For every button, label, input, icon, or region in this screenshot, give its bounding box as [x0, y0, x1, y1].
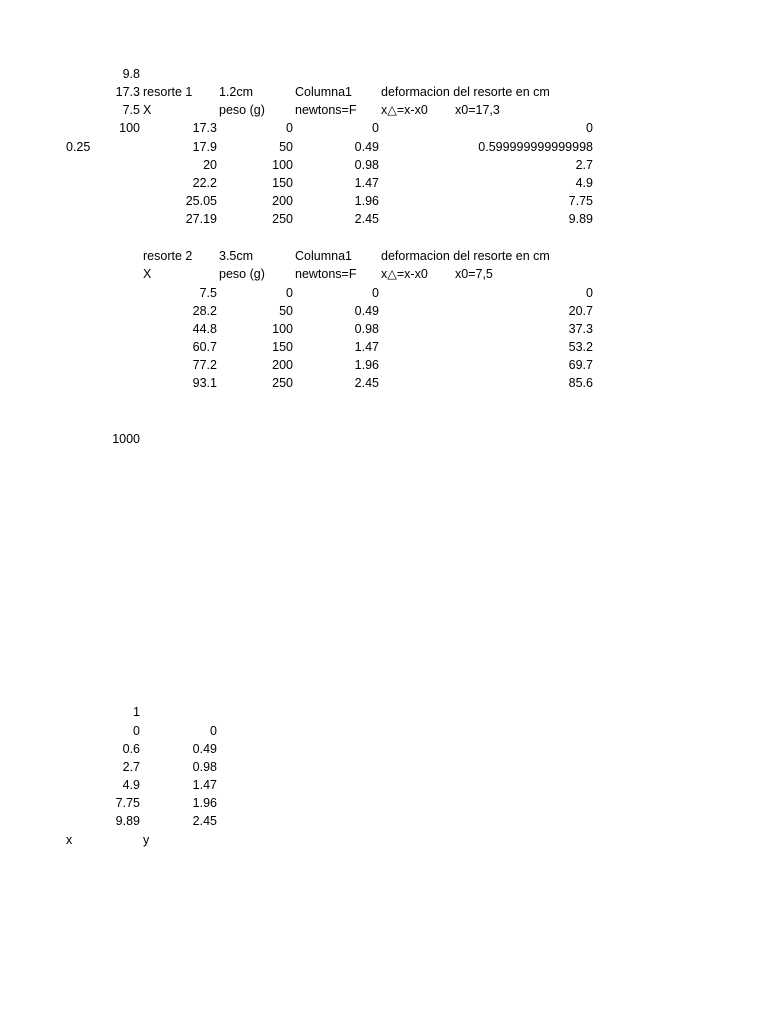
table-cell: 44.8	[192, 322, 217, 336]
cell-constant-gravity: 9.8	[122, 67, 140, 81]
cell-title: resorte 2	[143, 249, 193, 263]
table-cell: 0.49	[354, 140, 379, 154]
cell-constant: 1	[133, 705, 140, 719]
table-cell-y: 0	[210, 724, 217, 738]
cell-title: deformacion del resorte en cm	[381, 249, 550, 263]
table-cell: 28.2	[192, 304, 217, 318]
table-cell: 37.3	[568, 322, 593, 336]
cell-corner-value: 100	[119, 121, 140, 135]
table-cell: 1.96	[354, 358, 379, 372]
table-cell: 0	[586, 286, 593, 300]
table-cell-x: 7.75	[115, 796, 140, 810]
table-cell: 77.2	[192, 358, 217, 372]
table-cell: 7.75	[568, 194, 593, 208]
table-cell: 0	[586, 121, 593, 135]
table-cell: 1.47	[354, 176, 379, 190]
table-cell: 1.96	[354, 194, 379, 208]
table-cell-y: 1.47	[192, 778, 217, 792]
table-cell: 200	[272, 358, 293, 372]
column-header: X	[143, 103, 152, 117]
table-cell: 0.49	[354, 304, 379, 318]
column-header: x0=7,5	[455, 267, 493, 281]
table-cell-y: 0.98	[192, 760, 217, 774]
table-cell: 53.2	[568, 340, 593, 354]
table-cell: 27.19	[185, 212, 217, 226]
table-cell: 7.5	[199, 286, 217, 300]
cell-title: resorte 1	[143, 85, 193, 99]
table-cell: 0	[286, 286, 293, 300]
column-header: newtons=F	[295, 267, 357, 281]
table-cell: 0	[372, 286, 379, 300]
table-cell: 85.6	[568, 376, 593, 390]
cell-title: deformacion del resorte en cm	[381, 85, 550, 99]
table-cell: 20	[203, 158, 217, 172]
table-cell: 0	[286, 121, 293, 135]
table-cell: 4.9	[575, 176, 593, 190]
column-header: x△=x-x0	[381, 267, 428, 281]
table-cell: 0.98	[354, 322, 379, 336]
column-header: X	[143, 267, 152, 281]
table-cell: 17.3	[192, 121, 217, 135]
table-cell: 150	[272, 176, 293, 190]
table-cell: 100	[272, 322, 293, 336]
cell-title: 3.5cm	[219, 249, 254, 263]
cell-corner-value: 17.3	[115, 85, 140, 99]
table-cell-x: 4.9	[122, 778, 140, 792]
table-cell: 60.7	[192, 340, 217, 354]
table-cell: 50	[279, 140, 293, 154]
table-cell: 69.7	[568, 358, 593, 372]
table-cell: 1.47	[354, 340, 379, 354]
table-cell-x: 0	[133, 724, 140, 738]
cell-title: Columna1	[295, 85, 352, 99]
column-header: x△=x-x0	[381, 103, 428, 117]
table-cell: 20.7	[568, 304, 593, 318]
column-header: peso (g)	[219, 103, 265, 117]
cell-corner-value: 7.5	[122, 103, 140, 117]
column-header: peso (g)	[219, 267, 265, 281]
table-cell: 0.98	[354, 158, 379, 172]
table-cell: 0	[372, 121, 379, 135]
table-cell: 250	[272, 212, 293, 226]
table-cell-y: 1.96	[192, 796, 217, 810]
table-cell: 93.1	[192, 376, 217, 390]
table-cell: 0.599999999999998	[478, 140, 593, 154]
table-cell-y: 2.45	[192, 814, 217, 828]
cell-corner-value: 0.25	[66, 140, 91, 154]
cell-title: Columna1	[295, 249, 352, 263]
table-cell: 22.2	[192, 176, 217, 190]
table-cell-x: 0.6	[122, 742, 140, 756]
table-cell: 150	[272, 340, 293, 354]
table-cell: 17.9	[192, 140, 217, 154]
table-cell-x: 2.7	[122, 760, 140, 774]
table-cell: 2.7	[575, 158, 593, 172]
axis-label-y: y	[143, 833, 150, 847]
table-cell: 100	[272, 158, 293, 172]
axis-label-x: x	[66, 833, 73, 847]
cell-title: 1.2cm	[219, 85, 254, 99]
table-cell: 50	[279, 304, 293, 318]
table-cell: 9.89	[568, 212, 593, 226]
table-cell: 200	[272, 194, 293, 208]
cell-constant: 1000	[112, 432, 140, 446]
table-cell: 2.45	[354, 376, 379, 390]
table-cell-x: 9.89	[115, 814, 140, 828]
table-cell: 25.05	[185, 194, 217, 208]
table-cell: 250	[272, 376, 293, 390]
table-cell-y: 0.49	[192, 742, 217, 756]
column-header: newtons=F	[295, 103, 357, 117]
table-cell: 2.45	[354, 212, 379, 226]
column-header: x0=17,3	[455, 103, 500, 117]
